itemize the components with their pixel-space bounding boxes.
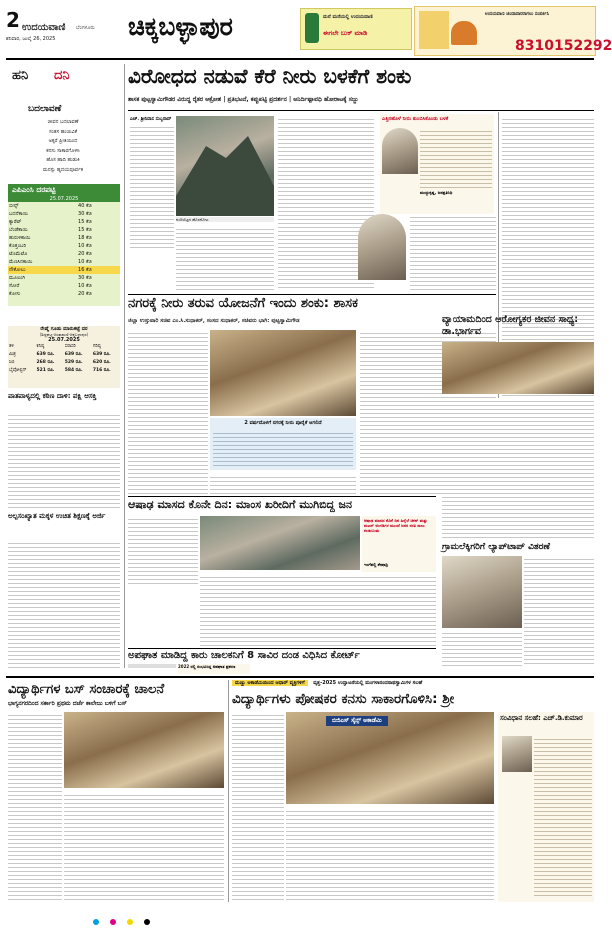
table-row — [8, 202, 120, 210]
lead-quote-photo — [382, 128, 418, 174]
lead-photo — [176, 116, 274, 216]
badalavane-line: ಜೀವನ ಬದಲಾವಣೆ — [47, 119, 79, 125]
lead-body-1 — [130, 124, 174, 250]
silk-table — [8, 343, 120, 375]
table-row — [8, 351, 120, 359]
apmc-item: ಬದನೆಕಾಯಿ — [9, 211, 28, 217]
bottom-right-photo — [286, 712, 494, 804]
story4-quote-box — [362, 516, 436, 572]
lead-subheadline: ಶಾಸಕ ಪುಟ್ಟಸ್ವಾಮಿಗೌಡರ ವಿರುದ್ಧ ರೈತರ ಆಕ್ರೋಶ | ಪ್ರತಿಭಟನೆ, ಕಪ್ಪುಪಟ್ಟಿ ಪ್ರದರ್ಶನ | ಅನಿರ್ದಿಷ್ಟಾವಧಿ ಹೋರಾಟಕ್ಕೆ ಸಜ್ಜು — [128, 96, 359, 103]
silk-head: ತಳಿ — [9, 344, 14, 349]
silk-name: ಬೈವೋಲ್ಟಿನ್ — [9, 368, 27, 373]
silk-avg: 639 ರೂ. — [64, 352, 83, 357]
bottom-right-side-body — [534, 736, 592, 896]
badalavane-line: ಕನಸು ಸಾಕಾರಗೊಳಿಸಿ — [46, 147, 80, 154]
apmc-rate: 15 ಕೆಜಿ — [78, 219, 92, 225]
apmc-rate: 10 ಕೆಜಿ — [78, 283, 92, 289]
story6-box: 2022 ರಲ್ಲಿ ಸಂಭವಿಸಿದ್ದ ಅಪಘಾತ ಪ್ರಕರಣ — [178, 664, 250, 674]
sidebar-story1-body — [8, 412, 120, 508]
lead-byline: ಎಚ್. ಶ್ರೀನಿವಾಸ ಸುಬ್ಬರಾವ್ — [130, 117, 172, 122]
apmc-item: ಮೂಲಂಗಿ — [9, 275, 26, 281]
silk-max: 620 ರೂ. — [92, 360, 111, 365]
reg-yellow — [127, 919, 133, 925]
table-row — [8, 258, 120, 266]
story2-rule — [128, 294, 496, 295]
bottom-right-side-head: ಸಂವಿಧಾನ ಸಲಹೆ: ಎಚ್.ಡಿ.ಕುಮಾರ — [500, 714, 583, 722]
silk-avg: 529 ರೂ. — [64, 360, 83, 365]
apmc-item: ಕ್ಯಾರೆಟ್ — [9, 219, 22, 225]
table-row — [8, 234, 120, 242]
apmc-rate: 20 ಕೆಜಿ — [78, 291, 92, 297]
apmc-item: ಸೋರೆ — [9, 283, 20, 289]
story6-rule — [128, 648, 436, 649]
apmc-item: ನೌಕೋಲು — [9, 267, 26, 273]
story4-quote-text: ಆಷಾಢ ಮಾಸದ ಕೊನೆ ದಿನ ಹಿನ್ನೆಲೆ ಚಿಕನ್ ಮತ್ತು ಮಟನ್ ಅಂಗಡಿಗಳ ಮುಂದೆ ಜನರ ಸರತಿ ಸಾಲು ಕಂಡುಬಂತು — [364, 518, 428, 533]
apmc-item: ಬೀನ್ಸ್ — [9, 203, 19, 209]
lead-mla-photo — [358, 214, 406, 280]
story4-body-1 — [128, 516, 198, 586]
badalavane-line: ಮನಸ್ಸು ಹೃದಯಪೂರ್ವಕ — [43, 166, 83, 173]
story3-body — [442, 398, 594, 538]
masthead-rule — [6, 58, 594, 60]
masthead-ad-1[interactable] — [300, 8, 412, 50]
table-row — [8, 218, 120, 226]
badalavane-line: ಅಕ್ಕರೆ ಪ್ರೀತಿಯಿಂದ — [48, 138, 78, 144]
photo-banner: ಬಿಜಿಎಸ್ ಸೈನ್ಸ್ ಅಕಾಡೆಮಿ — [326, 716, 388, 726]
badalavane-line: ಹೊಸ ಹಾದಿ ಹುಡುಕಿ — [46, 157, 80, 163]
apmc-rate: 18 ಕೆಜಿ — [78, 235, 92, 241]
story3-photo — [442, 342, 594, 394]
bottom-right-headline[interactable]: ವಿದ್ಯಾರ್ಥಿಗಳು ಪೋಷಕರ ಕನಸು ಸಾಕಾರಗೊಳಿಸಿ: ಶ್ರೀ — [232, 691, 455, 707]
reg-black — [144, 919, 150, 925]
story2-box — [210, 418, 356, 470]
lead-rule — [128, 110, 594, 111]
story6-headline[interactable]: ಅಪಘಾತ ಮಾಡಿದ್ದ ಕಾರು ಚಾಲಕನಿಗೆ 8 ಸಾವಿರ ದಂಡ ವಿಧಿಸಿದ ಕೋರ್ಟ್ — [128, 650, 360, 661]
subscription-phone[interactable]: 8310152292 — [515, 38, 612, 54]
table-row — [8, 242, 120, 250]
lead-headline[interactable]: ವಿರೋಧದ ನಡುವೆ ಕೆರೆ ನೀರು ಬಳಕೆಗೆ ಶಂಕು — [128, 64, 412, 88]
ad1-line2: ಈಗಲೇ ಬುಕ್ ಮಾಡಿ — [323, 29, 368, 37]
date-line: ಶನಿವಾರ, ಜುಲೈ 26, 2025 — [6, 36, 56, 42]
story4-body-2 — [200, 574, 436, 646]
story2-body-2 — [210, 474, 356, 494]
column-divider — [124, 64, 125, 668]
story2-subheadline: ಜಿಲ್ಲಾ ಉಸ್ತುವಾರಿ ಸಚಿವ ಎಂ.ಸಿ.ಸುಧಾಕರ್, ಸಂಸದ ಸುಧಾಕರ್, ಸಚಿವರು ಭಾಗಿ: ಪುಟ್ಟಸ್ವಾಮಿಗೌಡ — [128, 318, 300, 324]
story2-box-head: 2 ವರ್ಷದೊಳಗೆ ನಗರಕ್ಕೆ ನೀರು ಪೂರೈಕೆ ಆಗಲಿದೆ — [244, 420, 322, 426]
silk-head: ಗರಿಷ್ಠ — [92, 344, 101, 349]
apmc-table — [8, 202, 120, 298]
lead-quote-box — [380, 114, 494, 214]
apmc-item: ಕೋಸು — [9, 291, 21, 297]
apmc-rate: 40 ಕೆಜಿ — [78, 203, 92, 209]
lead-photo-caption: ನಂದಿಬೆಟ್ಟದ ಹೊರನೋಟ — [176, 217, 274, 222]
bottom-left-headline[interactable]: ವಿದ್ಯಾರ್ಥಿಗಳ ಬಸ್ ಸಂಚಾರಕ್ಕೆ ಚಾಲನೆ — [8, 682, 165, 697]
apmc-item: ಟೊಮೆಟೊ — [9, 251, 28, 257]
story5-body-2 — [442, 630, 522, 666]
apmc-panel — [8, 184, 120, 306]
apmc-title: ಎಪಿಎಂಸಿ ದರಪಟ್ಟಿ — [8, 184, 120, 196]
table-row — [8, 274, 120, 282]
apmc-rate: 20 ಕೆಜಿ — [78, 251, 92, 257]
sidebar-brand — [10, 66, 100, 90]
bottom-right-side-box — [498, 712, 594, 902]
silk-max: 716 ರೂ. — [92, 368, 111, 373]
silk-panel — [8, 326, 120, 388]
table-row — [8, 210, 120, 218]
apmc-item: ಕೊತ್ತಂಬರಿ — [9, 243, 26, 249]
story4-photo — [200, 516, 360, 570]
page-number: 2 — [6, 8, 20, 32]
paper-name: ಉದಯವಾಣಿ — [22, 22, 66, 33]
story5-headline[interactable]: ಗ್ರಾಮಲೆಕ್ಕಿಗರಿಗೆ ಲ್ಯಾಪ್‌ಟಾಪ್ ವಿತರಣೆ — [442, 542, 550, 552]
column-divider — [228, 680, 229, 902]
lead-quote-head: ಎತ್ತಿನಹೊಳೆ ನೀರು ತುಂಬಿಸಿಕೊಂಡು ಬಳಕೆ — [382, 116, 449, 122]
apmc-item: ಮೆಣಸಿನಕಾಯಿ — [9, 259, 33, 265]
table-row — [8, 367, 120, 375]
apmc-rate: 15 ಕೆಜಿ — [78, 227, 92, 233]
kicker-text: ವೃತ್ತ-2025 ಉದ್ಘಾಟನೆಯಲ್ಲಿ ಮಂಗಳಾನಂದನಾಥಸ್ವಾಮಿಗಳ ಸಲಹೆ — [313, 680, 423, 686]
table-row — [8, 266, 120, 274]
story3-headline[interactable]: ವ್ಯಾಯಾಮದಿಂದ ಆರೋಗ್ಯಕರ ಜೀವನ ಸಾಧ್ಯ: ಡಾ.ಭಾರ್ಗವ — [442, 314, 579, 337]
silk-name: ಮಿಶ್ರ — [9, 352, 16, 357]
bottom-right-body-1 — [232, 712, 284, 902]
mountain-illustration — [176, 116, 274, 216]
apmc-rate: 10 ಕೆಜಿ — [78, 243, 92, 249]
silk-date: 25.07.2025 — [48, 337, 80, 343]
kicker-badge: ಮಣ್ಣು ಅಕಾಡೆಮಿಯಿಂದ ಆಧಾರ್ ವ್ಯಕ್ತಿಗಳಿಗೆ — [232, 680, 308, 686]
table-row — [8, 226, 120, 234]
table-row — [8, 282, 120, 290]
story5-body — [524, 556, 594, 666]
story5-photo — [442, 556, 522, 628]
lead-quote-text — [420, 128, 492, 188]
bottom-left-body-2 — [64, 792, 224, 902]
sidebar-story2-body — [8, 540, 120, 668]
bottom-rule — [6, 676, 594, 678]
newspaper-stack-icon — [419, 11, 449, 49]
silk-avg: 584 ರೂ. — [64, 368, 83, 373]
silk-min: 268 ರೂ. — [36, 360, 55, 365]
edition-title: ಚಿಕ್ಕಬಳ್ಳಾಪುರ — [128, 12, 233, 41]
bottom-right-body-2 — [286, 808, 494, 902]
bottom-right-kicker — [232, 680, 594, 690]
silk-sub: (ಶಿಡ್ಲಘಟ್ಟ-ಚಿಂತಾಮಣಿ-ಚಿಕ್ಕಬಳ್ಳಾಪುರ) — [39, 332, 89, 337]
badalavane-title: ಬದಲಾವಣೆ — [28, 104, 62, 114]
apmc-rate: 30 ಕೆಜಿ — [78, 275, 92, 281]
story2-box-text — [213, 430, 353, 466]
story4-rule — [128, 496, 436, 497]
lead-body-4 — [410, 214, 496, 290]
table-row — [8, 359, 120, 367]
brand-b: ದನಿ — [54, 68, 70, 83]
subscription-line: ಉದಯವಾಣಿ ಚಂದಾದಾರರಾಗಲು ಸಂಪರ್ಕಿಸಿ — [485, 12, 549, 17]
sidebar-story2-headline[interactable]: ಅಲ್ಪಸಂಖ್ಯಾತ ಮಕ್ಕಳ ಉಚಿತ ಶಿಕ್ಷಣಕ್ಕೆ ಅರ್ಜಿ — [8, 512, 106, 520]
silk-head: ಸರಾಸರಿ — [64, 344, 76, 349]
lead-quote-name: ಮುದ್ದುಕೃಷ್ಣ, ಜನಪ್ರತಿನಿಧಿ — [420, 190, 453, 195]
silk-min: 521 ರೂ. — [36, 368, 55, 373]
silk-head: ಕನಿಷ್ಠ — [36, 344, 45, 349]
silk-min: 639 ರೂ. — [36, 352, 55, 357]
story2-photo — [210, 330, 356, 416]
silk-name: ಸಿಬಿ — [9, 360, 15, 365]
table-row — [8, 290, 120, 298]
silk-max: 639 ರೂ. — [92, 352, 111, 357]
story2-body-1 — [128, 330, 208, 494]
story6-body — [128, 664, 176, 668]
lead-body-2 — [176, 226, 274, 290]
city-name: ಬೆಂಗಳೂರು — [76, 25, 95, 31]
sidebar-story1-headline[interactable]: ಪಾತಪಾಳ್ಯದಲ್ಲಿ ಕಠಿಣ ದಾಳಿ: ಪಕ್ಷಿ ಆಸಕ್ತಿ — [8, 392, 97, 400]
reg-magenta — [110, 919, 116, 925]
badalavane-line: ಸಂತಸ ಹಂಚುವಿಕೆ — [48, 128, 78, 135]
story4-quote-name: ಇಂಗೆಪಲ್ಲಿ ಶೇಷಾದ್ರಿ — [364, 562, 389, 567]
bottom-left-body-1 — [8, 712, 62, 902]
reg-cyan — [93, 919, 99, 925]
table-row — [8, 250, 120, 258]
story4-headline[interactable]: ಆಷಾಢ ಮಾಸದ ಕೊನೇ ದಿನ: ಮಾಂಸ ಖರೀದಿಗೆ ಮುಗಿಬಿದ್ದ ಜನ — [128, 498, 353, 511]
bottom-left-subheadline: ಭಾಗ್ಯನಗರದಿಂದ ಸರ್ಕಾರಿ ಪ್ರಥಮ ದರ್ಜೆ ಕಾಲೇಜು ಬಳಿಗೆ ಬಸ್ — [8, 700, 127, 707]
silk-title: ರೇಷ್ಮೆ ಗೂಡು ಮಾರುಕಟ್ಟೆ ದರ — [40, 326, 88, 332]
apmc-rate: 10 ಕೆಜಿ — [78, 259, 92, 265]
apmc-rate: 16 ಕೆಜಿ — [78, 267, 92, 273]
apmc-item: ಬೆಂಡೆಕಾಯಿ — [9, 227, 28, 233]
story2-headline[interactable]: ನಗರಕ್ಕೆ ನೀರು ತರುವ ಯೋಜನೆಗೆ ಇಂದು ಶಂಕು: ಶಾಸಕ — [128, 296, 358, 311]
apmc-date: 25.07.2025 — [8, 196, 120, 202]
registration-marks — [90, 910, 510, 920]
phone-icon — [305, 13, 319, 43]
apmc-item: ಹುರುಳಿಕಾಯಿ — [9, 235, 31, 241]
masthead-ad-2[interactable] — [414, 6, 612, 56]
apmc-rate: 30 ಕೆಜಿ — [78, 211, 92, 217]
bottom-right-side-photo — [502, 736, 532, 772]
scooter-icon — [451, 21, 477, 45]
table-row — [8, 343, 120, 351]
bottom-left-photo — [64, 712, 224, 788]
badalavane-list — [18, 118, 108, 175]
brand-a: ಹನಿ — [12, 68, 29, 83]
ad1-line1: ಮನೆ ಮನೆಯಲ್ಲಿ ಉದಯವಾಣಿ — [323, 14, 373, 20]
